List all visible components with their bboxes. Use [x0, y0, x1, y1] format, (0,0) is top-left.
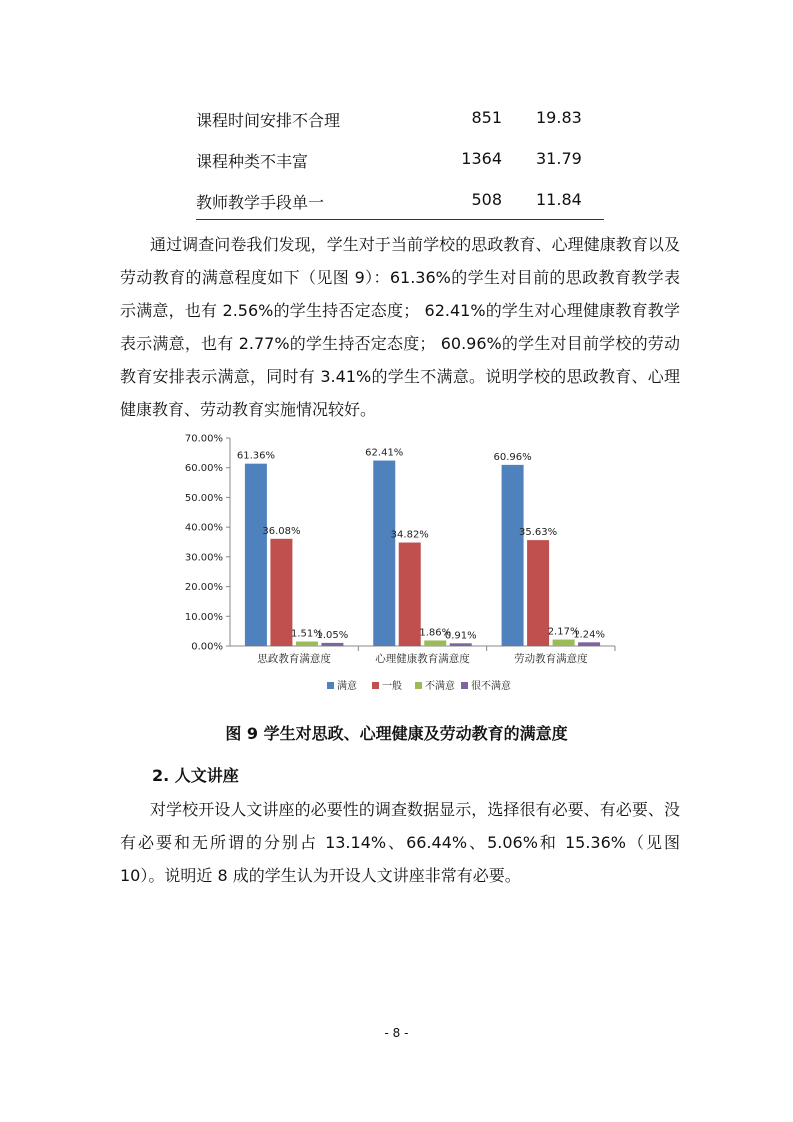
legend-swatch [327, 682, 334, 689]
bar [424, 640, 446, 646]
y-tick-label: 0.00% [191, 641, 223, 653]
row-count: 1364 [461, 149, 502, 168]
bar [270, 539, 292, 646]
data-label: 2.17% [547, 626, 580, 638]
paragraph-satisfaction [120, 228, 680, 426]
data-label: 61.36% [236, 450, 275, 462]
bar [296, 642, 318, 646]
table-bottom-rule [196, 219, 604, 220]
table-row [196, 139, 604, 180]
y-tick-label: 50.00% [184, 492, 223, 504]
y-tick-label: 60.00% [184, 463, 223, 475]
legend-label: 不满意 [425, 681, 455, 692]
data-label: 34.82% [390, 529, 429, 541]
y-tick-label: 70.00% [184, 433, 223, 445]
legend-swatch [372, 682, 379, 689]
legend-swatch [461, 682, 468, 689]
bar [245, 464, 267, 646]
legend-label: 满意 [337, 681, 357, 692]
data-label: 35.63% [519, 527, 558, 539]
page-number: - 8 - [384, 1026, 409, 1040]
data-label: 1.86% [419, 627, 452, 639]
paragraph-text: 通过调查问卷我们发现，学生对于当前学校的思政教育、心理健康教育以及劳动教育的满意程度如下（见图 9）：61.36%的学生对目前的思政教育教学表示满意，也有 2.56%的学生持否定态度； 62.41%的学生对心理健康教育教学表示满意，也有 2.77%的学生持否定态度； 60.96%的学生对目前学校的劳动教育安排表示满意，同时有 3.41%的学生不满意。说明学校的思政教育、心理健康教育、劳动教育实施情况较好。 [120, 235, 680, 419]
row-percent: 11.84 [536, 190, 582, 209]
paragraph-lecture [120, 793, 680, 892]
bar [578, 642, 600, 646]
section-title: 2. 人文讲座 [152, 766, 239, 785]
bar [553, 640, 575, 646]
legend-label: 很不满意 [471, 681, 511, 692]
table-row [196, 98, 604, 139]
y-tick-label: 20.00% [184, 582, 223, 594]
row-label: 教师教学手段单一 [196, 193, 325, 212]
bar [399, 543, 421, 646]
data-label: 1.05% [316, 629, 349, 641]
table-row [196, 180, 604, 221]
data-label: 36.08% [262, 525, 301, 537]
bar [527, 540, 549, 646]
category-label: 心理健康教育满意度 [375, 653, 470, 665]
data-label: 0.91% [444, 630, 477, 642]
category-label: 劳动教育满意度 [514, 653, 588, 665]
data-label: 60.96% [493, 451, 532, 463]
legend-swatch [415, 682, 422, 689]
row-count: 508 [471, 190, 502, 209]
bar [450, 643, 472, 646]
y-tick-label: 10.00% [184, 611, 223, 623]
y-tick-label: 40.00% [184, 522, 223, 534]
data-label: 1.51% [291, 628, 323, 640]
bar [502, 465, 524, 646]
legend-label: 一般 [382, 681, 402, 692]
row-label: 课程种类不丰富 [196, 152, 309, 171]
row-percent: 19.83 [536, 108, 582, 127]
survey-table [196, 98, 604, 221]
row-percent: 31.79 [536, 149, 582, 168]
paragraph-text: 对学校开设人文讲座的必要性的调查数据显示，选择很有必要、有必要、没有必要和无所谓的分别占 13.14%、66.44%、5.06%和 15.36%（见图 10）。说明近 8 成的学生认为开设人文讲座非常有必要。 [120, 800, 680, 885]
satisfaction-bar-chart [180, 430, 620, 700]
bar [373, 461, 395, 646]
y-tick-label: 30.00% [184, 552, 223, 564]
row-count: 851 [471, 108, 502, 127]
data-label: 62.41% [365, 447, 404, 459]
data-label: 1.24% [573, 629, 605, 641]
figure-caption: 图 9 学生对思政、心理健康及劳动教育的满意度 [225, 724, 568, 743]
category-label: 思政教育满意度 [257, 653, 331, 665]
row-label: 课程时间安排不合理 [196, 111, 341, 130]
bar [321, 643, 343, 646]
